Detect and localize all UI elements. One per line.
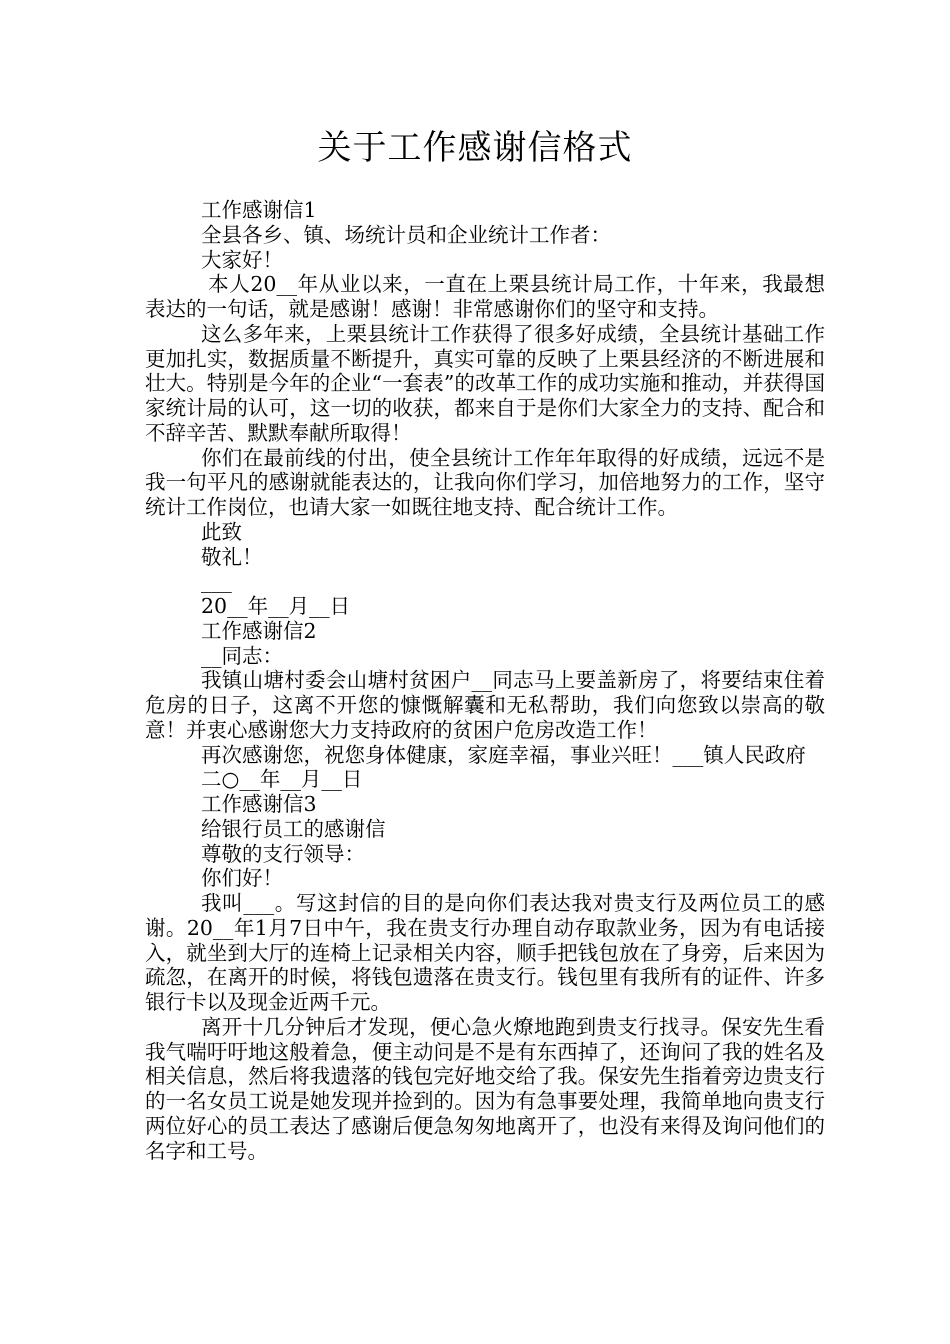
letter1-paragraph: 这么多年来，上栗县统计工作获得了很多好成绩，全县统计基础工作更加扎实，数据质量不断提升，真实可靠的反映了上栗县经济的不断进展和壮大。特别是今年的企业“一套表”的改革工作的成功实施和推动，并获得国家统计局的认可，这一切的收获，都来自于是你们大家全力的支持、配合和不辞辛苦、默默奉献所取得！ xyxy=(145,321,825,445)
document-title: 关于工作感谢信格式 xyxy=(317,128,633,168)
letter1-paragraph: 本人20__年从业以来，一直在上栗县统计局工作，十年来，我最想表达的一句话，就是感谢！感谢！非常感谢你们的坚守和支持。 xyxy=(145,272,825,321)
letter2-heading: 工作感谢信2 xyxy=(201,618,317,643)
letter3-salutation: 尊敬的支行领导： xyxy=(201,841,365,866)
letter1-greeting: 大家好！ xyxy=(201,247,283,272)
letter1-paragraph: 你们在最前线的付出，使全县统计工作年年取得的好成绩，远远不是我一句平凡的感谢就能表达的，让我向你们学习，加倍地努力的工作，坚守统计工作岗位，也请大家一如既往地支持、配合统计工作。 xyxy=(145,445,825,519)
document-body xyxy=(145,198,825,1163)
letter2-paragraph: 我镇山塘村委会山塘村贫困户__同志马上要盖新房了，将要结束住着危房的日子，这离不开您的慷慨解囊和无私帮助，我们向您致以崇高的敬意！并衷心感谢您大力支持政府的贫困户危房改造工作！ xyxy=(145,668,825,742)
letter1-heading: 工作感谢信1 xyxy=(201,198,317,222)
letter2-date: 二○__年__月__日 xyxy=(201,767,363,792)
letter1-closing: 敬礼！ xyxy=(201,544,263,569)
letter1-salutation: 全县各乡、镇、场统计员和企业统计工作者： xyxy=(201,222,611,247)
letter3-heading: 工作感谢信3 xyxy=(201,792,317,816)
letter3-subtitle: 给银行员工的感谢信 xyxy=(201,816,386,841)
letter3-paragraph: 离开十几分钟后才发现，便心急火燎地跑到贵支行找寻。保安先生看我气喘吁吁地这般着急，便主动问是不是有东西掉了，还询问了我的姓名及相关信息，然后将我遗落的钱包完好地交给了我。保安先生指着旁边贵支行的一名女员工说是她发现并捡到的。因为有急事要处理，我简单地向贵支行两位好心的员工表达了感谢后便急匆匆地离开了，也没有来得及询问他们的名字和工号。 xyxy=(145,1014,825,1163)
letter1-signature-blank: ___ xyxy=(201,569,232,594)
letter2-paragraph: 再次感谢您，祝您身体健康，家庭幸福，事业兴旺！___镇人民政府 xyxy=(201,742,806,767)
letter1-date: 20__年__月__日 xyxy=(201,594,351,618)
letter2-salutation: __同志： xyxy=(201,643,283,668)
letter3-paragraph: 我叫___。写这封信的目的是向你们表达我对贵支行及两位员工的感谢。20__年1月7日中午，我在贵支行办理自动存取款业务，因为有电话接入，就坐到大厅的连椅上记录相关内容，顺手把钱包放在了身旁，后来因为疏忽，在离开的时候，将钱包遗落在贵支行。钱包里有我所有的证件、许多银行卡以及现金近两千元。 xyxy=(145,891,825,1014)
letter3-greeting: 你们好！ xyxy=(201,866,283,891)
letter1-closing: 此致 xyxy=(201,519,242,544)
